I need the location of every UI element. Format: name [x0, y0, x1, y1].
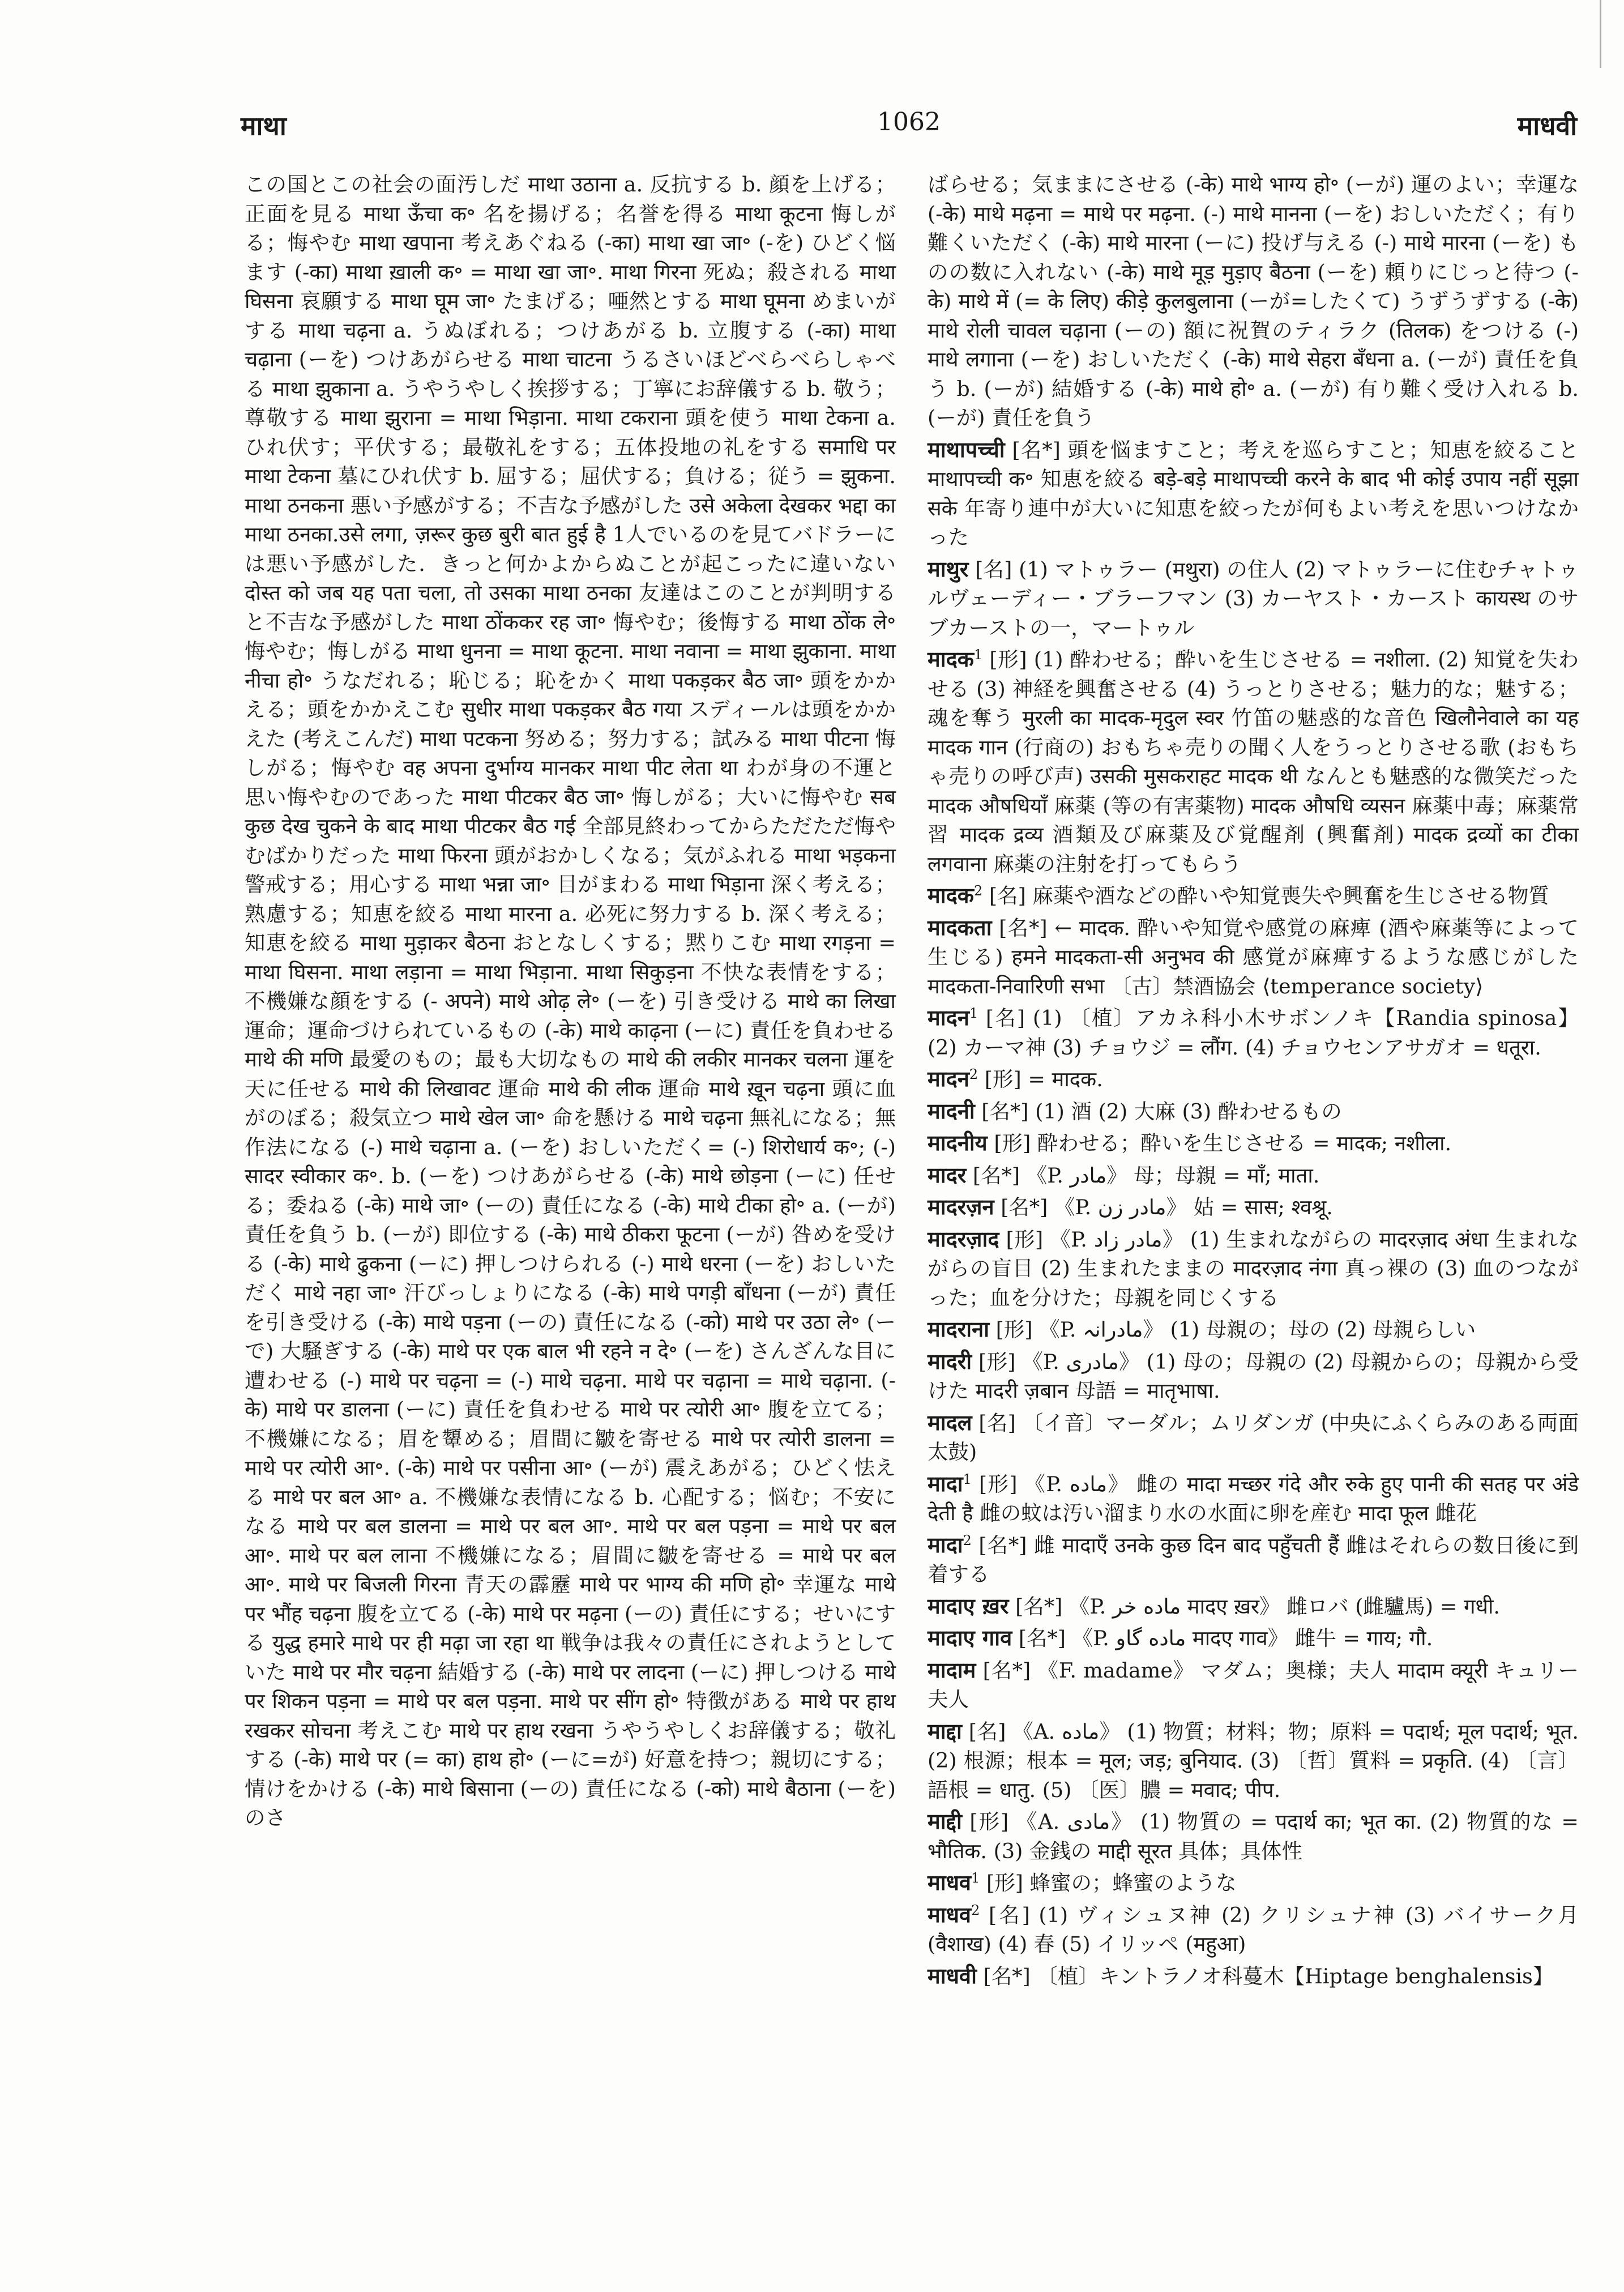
entry-definition: [名] (1) ヴィシュヌ神 (2) クリシュナ神 (3) バイサーク月 (वैशाख) (4) 春 (5) イリッペ (महुआ)	[928, 1902, 1579, 1956]
entry-definition: [名*] 《P. ماده گاو मादए गाव》 雌牛 = गाय; गौ.	[1018, 1626, 1433, 1650]
entry-definition: [形] 《P. مادری》 (1) 母の；母親の (2) 母親からの；母親から受けた मादरी ज़बान 母語 = मातृभाषा.	[928, 1349, 1579, 1403]
dictionary-entry	[928, 645, 1579, 878]
header-last-headword: माधवी	[1517, 110, 1577, 141]
entry-headword: मादरज़न	[928, 1194, 994, 1219]
entry-definition: [形] 《P. ماده》 雌の मादा मच्छर गंदे और रुके हुए पानी की सतह पर अंडे देती है 雌の蚊は汚い溜まり水の水面に卵を産む मादा फूल 雌花	[928, 1471, 1579, 1525]
entry-definition: [名] 麻薬や酒などの酔いや知覚喪失や興奮を生じさせる物質	[989, 883, 1549, 908]
entry-headword: मादक	[928, 882, 974, 908]
entry-definition: [名] 〔イ音〕マーダル；ムリダンガ (中央にふくらみのある両面太鼓)	[928, 1410, 1579, 1464]
dictionary-entry	[928, 1717, 1579, 1805]
entry-definition: [名*] ← मादक. 酔いや知覚や感覚の麻痺 (酒や麻薬等によって生じる) हमने मादकता-सी अनुभव की 感覚が麻痺するような感じがした मादकता-निवारिणी सभा 〔古〕禁酒協会 ⟨temperance society⟩	[928, 915, 1579, 998]
dictionary-entry	[928, 1064, 1579, 1094]
dictionary-entry	[928, 170, 1579, 433]
entry-definition: [形] 《P. مادرانہ》 (1) 母親の；母の (2) 母親らしい	[995, 1317, 1476, 1342]
entry-definition: ばらせる；気ままにさせる (-के) माथे भाग्य हो॰ (ーが) 運のよい；幸運な (-के) माथे मढ़ना = माथे पर मढ़ना. (-) माथे मानना (ーを) おしいただく；有り難くいただく (-के) माथे मारना (ーに) 投げ与える (-) माथे मारना (ーを) ものの数に入れない (-के) माथे मूड़ मुड़ाए बैठना (ーを) 頼りにじっと待つ (-के) माथे में (= के लिए) कीड़े कुलबुलाना (ーが=したくて) うずうずする (-के) माथे रोली चावल चढ़ाना (ーの) 額に祝賀のティラク (तिलक) をつける (-) माथे लगाना (ーを) おしいただく (-के) माथे सेहरा बँधना a. (ーが) 責任を負う b. (ーが) 結婚する (-के) माथे हो॰ a. (ーが) 有り難く受け入れる b. (ーが) 責任を負う	[928, 172, 1579, 430]
page-header	[241, 108, 1577, 159]
entry-definition: [名*] 《P. مادر》 母；母親 = माँ; माता.	[972, 1163, 1320, 1188]
homograph-number: 2	[971, 1902, 980, 1918]
entry-definition: [名*] 《F. madame》 マダム；奥様；夫人 मादाम क्यूरी キュリー夫人	[928, 1658, 1579, 1711]
entry-definition: [形] 蜂蜜の；蜂蜜のような	[986, 1871, 1237, 1895]
entry-definition: [名] (1) マトゥラー (मथुरा) の住人 (2) マトゥラーに住むチャトゥルヴェーディー・ブラーフマン (3) カーヤスト・カースト कायस्थ のサブカーストの一，マートゥル	[928, 557, 1579, 640]
entry-definition: [名] (1) 〔植〕アカネ科小木サボンノキ【Randia spinosa】 (2) カーマ神 (3) チョウジ = लौंग. (4) チョウセンアサガオ = धतूरा.	[928, 1006, 1579, 1060]
entry-definition: [名*] 《P. ماده خر मादए ख़र》 雌ロバ (雌驢馬) = गधी.	[1015, 1594, 1501, 1619]
dictionary-entry	[928, 1347, 1579, 1406]
entry-headword: मादर	[928, 1162, 967, 1188]
page-number: 1062	[877, 108, 941, 136]
entry-headword: माधव	[928, 1870, 972, 1895]
entry-definition: [形] = मादक.	[984, 1067, 1103, 1091]
left-column	[245, 170, 896, 1833]
entry-headword: मादल	[928, 1409, 972, 1435]
dictionary-entry	[928, 1224, 1579, 1313]
right-column	[928, 170, 1579, 1991]
entry-headword: मादनीय	[928, 1130, 988, 1155]
dictionary-entry	[245, 170, 896, 1833]
homograph-number: 1	[973, 646, 983, 663]
entry-definition: [名*] 〔植〕キントラノオ科蔓木【Hiptage benghalensis】	[983, 1964, 1554, 1988]
entry-definition: [名*] 雌 मादाएँ उनके कुछ दिन बाद पहुँचती हैं 雌はそれらの数日後に到着する	[928, 1533, 1579, 1586]
entry-headword: मादा	[928, 1531, 963, 1557]
entry-headword: मादन	[928, 1005, 969, 1030]
dictionary-entry	[928, 435, 1579, 552]
entry-definition: [名*] (1) 酒 (2) 大麻 (3) 酔わせるもの	[981, 1099, 1342, 1124]
dictionary-entry	[928, 1961, 1579, 1991]
entry-definition: [名] 《A. ماده》 (1) 物質；材料；物；原料 = पदार्थ; मूल पदार्थ; भूत. (2) 根源；根本 = मूल; जड़; बुनियाद. (3) 〔哲〕質料 = प्रकृति. (4) 〔言〕語根 = धातु. (5) 〔医〕膿 = मवाद; पीप.	[928, 1719, 1579, 1802]
entry-headword: माथापच्ची	[928, 436, 1005, 462]
entry-headword: मादनी	[928, 1098, 975, 1124]
homograph-number: 1	[969, 1005, 978, 1021]
dictionary-entry	[928, 1003, 1579, 1062]
entry-headword: माधवी	[928, 1962, 977, 1988]
entry-definition: [名*] 《P. مادر زن》 姑 = सास; श्वश्रू.	[1001, 1195, 1333, 1219]
dictionary-entry	[928, 1530, 1579, 1589]
dictionary-entry	[928, 1469, 1579, 1528]
entry-headword: मादाम	[928, 1657, 976, 1683]
dictionary-entry	[928, 554, 1579, 643]
homograph-number: 2	[973, 882, 983, 899]
entry-headword: मादरज़ाद	[928, 1226, 999, 1252]
dictionary-entry	[928, 1160, 1579, 1190]
entry-headword: मादराना	[928, 1316, 990, 1342]
dictionary-entry	[928, 1868, 1579, 1898]
entry-headword: मादाए गाव	[928, 1625, 1012, 1650]
entry-headword: माथुर	[928, 556, 969, 582]
homograph-number: 1	[971, 1870, 980, 1886]
dictionary-entry	[928, 1314, 1579, 1345]
entry-definition: [形] 《P. مادر زاد》 (1) 生まれながらの मादरज़ाद अंधा 生まれながらの盲目 (2) 生まれたままの मादरज़ाद नंगा 真っ裸の (3) 血のつながった；血を分けた；母親を同じくする	[928, 1227, 1579, 1310]
entry-definition: この国とこの社会の面汚しだ माथा उठाना a. 反抗する b. 顔を上げる；正面を見る माथा ऊँचा क॰ 名を揚げる；名誉を得る माथा कूटना 悔しがる；悔やむ माथा खपाना 考えあぐねる (-का) माथा खा जा॰ (-を) ひどく悩ます (-का) माथा ख़ाली क॰ = माथा खा जा॰. माथा गिरना 死ぬ；殺される माथा घिसना 哀願する माथा घूम जा॰ たまげる；唖然とする माथा घूमना めまいがする माथा चढ़ना a. うぬぼれる；つけあがる b. 立腹する (-का) माथा चढ़ाना (ーを) つけあがらせる माथा चाटना うるさいほどべらべらしゃべる माथा झुकाना a. うやうやしく挨拶する；丁寧にお辞儀する b. 敬う；尊敬する माथा झुराना = माथा भिड़ाना. माथा टकराना 頭を使う माथा टेकना a. ひれ伏す；平伏する；最敬礼をする；五体投地の礼をする समाधि पर माथा टेकना 墓にひれ伏す b. 屈する；屈伏する；負ける；従う = झुकना. माथा ठनकना 悪い予感がする；不吉な予感がした उसे अकेला देखकर भद्दा का माथा ठनका.उसे लगा, ज़रूर कुछ बुरी बात हुई है 1人でいるのを見てバドラーには悪い予感がした．きっと何かよからぬことが起こったに違いない दोस्त को जब यह पता चला, तो उसका माथा ठनका 友達はこのことが判明すると不吉な予感がした माथा ठोंककर रह जा॰ 悔やむ；後悔する माथा ठोंक ले॰ 悔やむ；悔しがる माथा धुनना = माथा कूटना. माथा नवाना = माथा झुकाना. माथा नीचा हो॰ うなだれる；恥じる；恥をかく माथा पकड़कर बैठ जा॰ 頭をかかえる；頭をかかえこむ सुधीर माथा पकड़कर बैठ गया スディールは頭をかかえた (考えこんだ) माथा पटकना 努める；努力する；試みる माथा पीटना 悔しがる；悔やむ वह अपना दुर्भाग्य मानकर माथा पीट लेता था わが身の不運と思い悔やむのであった माथा पीटकर बैठ जा॰ 悔しがる；大いに悔やむ सब कुछ देख चुकने के बाद माथा पीटकर बैठ गई 全部見終わってからただただ悔やむばかりだった माथा फिरना 頭がおかしくなる；気がふれる माथा भड़कना 警戒する；用心する माथा भन्ना जा॰ 目がまわる माथा भिड़ाना 深く考える；熟慮する；知恵を絞る माथा मारना a. 必死に努力する b. 深く考える；知恵を絞る माथा मुड़ाकर बैठना おとなしくする；黙りこむ माथा रगड़ना = माथा घिसना. माथा लड़ाना = माथा भिड़ाना. माथा सिकुड़ना 不快な表情をする；不機嫌な顔をする (- अपने) माथे ओढ़ ले॰ (ーを) 引き受ける माथे का लिखा 運命；運命づけられているもの (-के) माथे काढ़ना (ーに) 責任を負わせる माथे की मणि 最愛のもの；最も大切なもの माथे की लकीर मानकर चलना 運を天に任せる माथे की लिखावट 運命 माथे की लीक 運命 माथे ख़ून चढ़ना 頭に血がのぼる；殺気立つ माथे खेल जा॰ 命を懸ける माथे चढ़ना 無礼になる；無作法になる (-) माथे चढ़ाना a. (ーを) おしいただく= (-) शिरोधार्य क॰; (-) सादर स्वीकार क॰. b. (ーを) つけあがらせる (-के) माथे छोड़ना (ーに) 任せる；委ねる (-के) माथे जा॰ (ーの) 責任になる (-के) माथे टीका हो॰ a. (ーが) 責任を負う b. (ーが) 即位する (-के) माथे ठीकरा फूटना (ーが) 咎めを受ける (-के) माथे ढुकना (ーに) 押しつけられる (-) माथे धरना (ーを) おしいただく माथे नहा जा॰ 汗びっしょりになる (-के) माथे पगड़ी बाँधना (ーが) 責任を引き受ける (-के) माथे पड़ना (ーの) 責任になる (-को) माथे पर उठा ले॰ (ーで) 大騒ぎする (-के) माथे पर एक बाल भी रहने न दे॰ (ーを) さんざんな目に遭わせる (-) माथे पर चढ़ना = (-) माथे चढ़ना. माथे पर चढ़ाना = माथे चढ़ाना. (-के) माथे पर डालना (ーに) 責任を負わせる माथे पर त्योरी आ॰ 腹を立てる；不機嫌になる；眉を顰める；眉間に皺を寄せる माथे पर त्योरी डालना = माथे पर त्योरी आ॰. (-के) माथे पर पसीना आ॰ (ーが) 震えあがる；ひどく怯える माथे पर बल आ॰ a. 不機嫌な表情になる b. 心配する；悩む；不安になる माथे पर बल डालना = माथे पर बल आ॰. माथे पर बल पड़ना = माथे पर बल आ॰. माथे पर बल लाना 不機嫌になる；眉間に皺を寄せる = माथे पर बल आ॰. माथे पर बिजली गिरना 青天の霹靂 माथे पर भाग्य की मणि हो॰ 幸運な माथे पर भौंह चढ़ना 腹を立てる (-के) माथे पर मढ़ना (ーの) 責任にする；せいにする युद्ध हमारे माथे पर ही मढ़ा जा रहा था 戦争は我々の責任にされようとしていた माथे पर मौर चढ़ना 結婚する (-के) माथे पर लादना (ーに) 押しつける माथे पर शिकन पड़ना = माथे पर बल पड़ना. माथे पर सींग हो॰ 特徴がある माथे पर हाथ रखकर सोचना 考えこむ माथे पर हाथ रखना うやうやしくお辞儀する；敬礼する (-के) माथे पर (= का) हाथ हो॰ (ーに=が) 好意を持つ；親切にする；情けをかける (-के) माथे बिसाना (ーの) 責任になる (-को) माथे बैठाना (ーを) のさ	[245, 172, 896, 1830]
dictionary-entry	[928, 881, 1579, 911]
entry-headword: मादन	[928, 1066, 969, 1091]
dictionary-entry	[928, 1128, 1579, 1158]
dictionary-entry	[928, 1807, 1579, 1866]
dictionary-entry	[928, 1408, 1579, 1467]
entry-headword: मादरी	[928, 1348, 972, 1374]
dictionary-entry	[928, 1623, 1579, 1653]
homograph-number: 2	[963, 1532, 972, 1548]
entry-headword: मादा	[928, 1470, 963, 1496]
dictionary-entry	[928, 1192, 1579, 1222]
dictionary-entry	[928, 1096, 1579, 1126]
entry-definition: [形] 《A. مادی》 (1) 物質の = पदार्थ का; भूत का. (2) 物質的な = भौतिक. (3) 金銭の माद्दी सूरत 具体；具体性	[928, 1809, 1579, 1863]
homograph-number: 1	[963, 1471, 972, 1487]
entry-headword: मादाए ख़र	[928, 1593, 1009, 1619]
dictionary-entry	[928, 1655, 1579, 1714]
entry-headword: माद्दा	[928, 1718, 962, 1744]
entry-headword: मादकता	[928, 914, 992, 940]
dictionary-entry	[928, 1900, 1579, 1959]
dictionary-entry	[928, 913, 1579, 1001]
header-first-headword: माथा	[241, 110, 287, 141]
dictionary-entry	[928, 1591, 1579, 1621]
entry-definition: [形] (1) 酔わせる；酔いを生じさせる = नशीला. (2) 知覚を失わせる (3) 神経を興奮させる (4) うっとりさせる；魅力的な；魅する；魂を奪う मुरली का मादक-मृदुल स्वर 竹笛の魅惑的な音色 खिलौनेवाले का यह मादक गान (行商の) おもちゃ売りの聞く人をうっとりさせる歌 (おもちゃ売りの呼び声) उसकी मुसकराहट मादक थी なんとも魅惑的な微笑だった मादक औषधियाँ 麻薬 (等の有害薬物) मादक औषधि व्यसन 麻薬中毒；麻薬常習 मादक द्रव्य 酒類及び麻薬及び覚醒剤 (興奮剤) मादक द्रव्यों का टीका लगवाना 麻薬の注射を打ってもらう	[928, 647, 1579, 876]
entry-headword: मादक	[928, 646, 974, 672]
homograph-number: 2	[969, 1066, 978, 1082]
page-edge-mark	[1600, 0, 1624, 68]
entry-definition: [名*] 頭を悩ますこと；考えを巡らすこと；知恵を絞ること माथापच्ची क॰ 知恵を絞る बड़े-बड़े माथापच्ची करने के बाद भी कोई उपाय नहीं सूझा सके 年寄り連中が大いに知恵を絞ったが何もよい考えを思いつけなかった	[928, 437, 1579, 549]
entry-headword: माद्दी	[928, 1808, 962, 1834]
entry-headword: माधव	[928, 1901, 972, 1927]
entry-definition: [形] 酔わせる；酔いを生じさせる = मादक; नशीला.	[994, 1131, 1452, 1155]
